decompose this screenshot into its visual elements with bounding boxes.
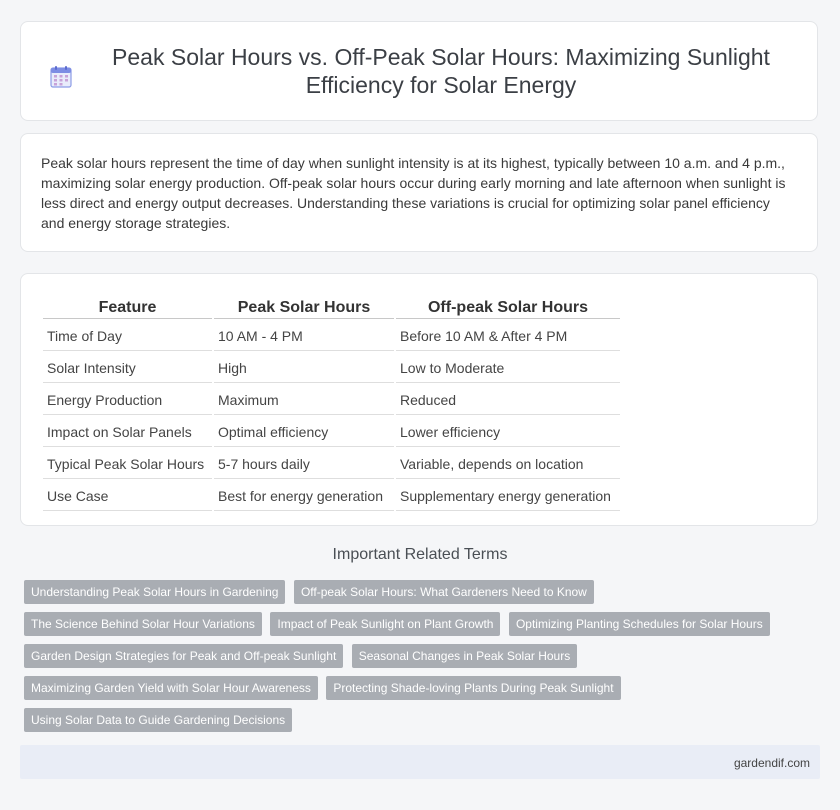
cell-peak: Best for energy generation [214, 481, 394, 511]
cell-off-peak: Reduced [396, 385, 620, 415]
header-peak: Peak Solar Hours [214, 294, 394, 319]
table-row [43, 417, 620, 447]
intro-text: Peak solar hours represent the time of day when sunlight intensity is at its highest, typically between 10 a.m. and 4 p.m., maximizing solar energy production. Off-peak solar hours occur during early morning and late afternoon when sunlight is less direct and energy output decreases. Understanding these variations is crucial for optimizing solar panel efficiency and energy storage strategies. [41, 155, 786, 231]
comparison-table [41, 292, 622, 513]
related-terms-list [24, 580, 814, 740]
related-term-tag[interactable]: Maximizing Garden Yield with Solar Hour Awareness [24, 676, 318, 700]
cell-feature: Time of Day [43, 321, 212, 351]
cell-off-peak: Lower efficiency [396, 417, 620, 447]
cell-feature: Typical Peak Solar Hours [43, 449, 212, 479]
cell-peak: 10 AM - 4 PM [214, 321, 394, 351]
related-term-tag[interactable]: Protecting Shade-loving Plants During Peak Sunlight [326, 676, 620, 700]
header-off-peak: Off-peak Solar Hours [396, 294, 620, 319]
cell-off-peak: Before 10 AM & After 4 PM [396, 321, 620, 351]
related-term-tag[interactable]: Using Solar Data to Guide Gardening Decisions [24, 708, 292, 732]
related-term-tag[interactable]: Off-peak Solar Hours: What Gardeners Need to Know [294, 580, 594, 604]
cell-off-peak: Supplementary energy generation [396, 481, 620, 511]
cell-feature: Energy Production [43, 385, 212, 415]
cell-peak: High [214, 353, 394, 383]
cell-off-peak: Low to Moderate [396, 353, 620, 383]
cell-peak: Maximum [214, 385, 394, 415]
comparison-card [20, 273, 818, 526]
related-term-tag[interactable]: Optimizing Planting Schedules for Solar Hours [509, 612, 770, 636]
cell-feature: Use Case [43, 481, 212, 511]
related-term-tag[interactable]: Garden Design Strategies for Peak and Off-peak Sunlight [24, 644, 343, 668]
header [49, 43, 789, 99]
cell-feature: Solar Intensity [43, 353, 212, 383]
header-feature: Feature [43, 294, 212, 319]
related-terms-title: Important Related Terms [332, 546, 508, 563]
cell-peak: 5-7 hours daily [214, 449, 394, 479]
cell-peak: Optimal efficiency [214, 417, 394, 447]
footer [20, 745, 820, 779]
cell-feature: Impact on Solar Panels [43, 417, 212, 447]
related-term-tag[interactable]: Impact of Peak Sunlight on Plant Growth [270, 612, 500, 636]
page-title: Peak Solar Hours vs. Off-Peak Solar Hours: Maximizing Sunlight Efficiency for Solar Energy [112, 44, 770, 98]
footer-site-link[interactable]: gardendif.com [733, 756, 810, 770]
related-term-tag[interactable]: Seasonal Changes in Peak Solar Hours [352, 644, 577, 668]
table-row [43, 353, 620, 383]
table-row [43, 321, 620, 351]
cell-off-peak: Variable, depends on location [396, 449, 620, 479]
calendar-icon [49, 65, 73, 89]
related-term-tag[interactable]: Understanding Peak Solar Hours in Gardening [24, 580, 285, 604]
header-card [20, 21, 818, 121]
table-header-row [43, 294, 620, 319]
intro-card [20, 133, 818, 252]
table-row [43, 481, 620, 511]
related-term-tag[interactable]: The Science Behind Solar Hour Variations [24, 612, 262, 636]
table-row [43, 449, 620, 479]
table-row [43, 385, 620, 415]
